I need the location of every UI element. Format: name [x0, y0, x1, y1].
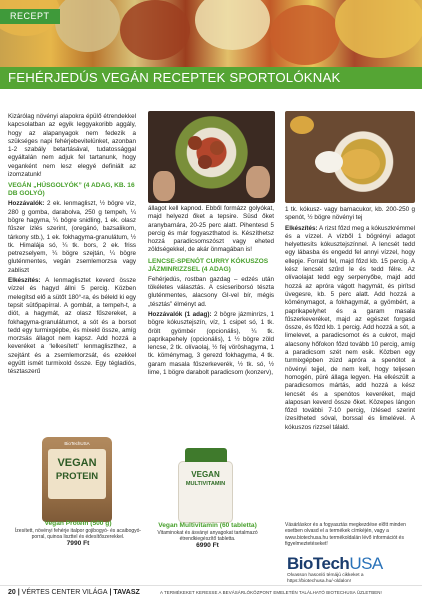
page-footer: [0, 585, 422, 600]
product-price: 6990 Ft: [196, 542, 219, 549]
corn-bowl: [335, 0, 422, 58]
recipe-title-curry: LENCSE-SPENÓT CURRY KÓKUSZOS JÁZMINRIZZSEL (4 ADAG): [148, 257, 269, 273]
vegan-multivitamin-bottle: [178, 461, 233, 523]
prep-text: A lenmaglisztet keverd össze vízzel és hagyd állni 5 percig. Közben melegítsd elő a sütőt 180°-ra, és béleld ki egy tepsit sütőpapírral. A gombát, a tempeh-t, a diót, a hagymát, az olasz fűszereket, a fokhagyma-granulátumot, a sót és a borsot tedd egy turmixgépbe, és mixeld össze, amíg morzsás állagot nem kapsz. Add hozzá a keveréket a ‘lelkesített’ lenmagliszthez, a szejtánt és a zsemlemorzsát, és ezekkel együtt ismét turmixold össze. Egy tégladiós, tésztaszerű: [8, 277, 136, 376]
bottle-line1: VEGAN: [191, 470, 220, 479]
hand: [246, 166, 270, 198]
meatball: [198, 155, 212, 169]
bean-bowl: [120, 0, 190, 60]
ingredients-curry: [148, 311, 274, 377]
ingredients-label: Hozzávalók:: [8, 200, 45, 208]
intro-paragraph: Kizárólag növényi alapokra épülő étrendekkel kapcsolatban az egyik leggyakoribb aggály, hogy az alapanyagok nem fedezik a szükséges napi fehérjebevitelünket, azonban 1-2 szabály betartásával, tudatossággal egyáltalán nem adjuk fel tartanunk, hogy veganként nem lesz elegyé definiált az izomzatunk!: [8, 113, 136, 179]
vegan-protein-package: [42, 437, 112, 522]
pack-line2: PROTEIN: [55, 471, 99, 482]
ingredients-continued: 1 tk. kókusz- vagy barnacukor, kb. 200-250 g spenót, ½ bögre növényi tej: [285, 206, 415, 222]
prep-label: Elkészítés:: [8, 277, 41, 285]
prep-text: A rizst főzd meg a kókuszkrémmel és a vízzel. A vízből 1 bögrényi adagot helyettesíts kókusztejszínnel. A lencsét tedd egy lábasba és engedd fel annyi vízzel, hogy ellepje. Forrald fel, majd főzd kb. 15 percig. A kész lencsét szűrd le és tedd félre. Az olívaolajat tedd egy serpenyőbe, majd add hozzá az apróra vágott hagymát, és pirítsd üvegesre, kb. 5 perc alatt. Add hozzá a köménymagot, a fokhagymát, a gyömbért, a paprikapelyhet és a garam masala fűszerkeveréket, majd az egészet forgasd össze, és főzd kb. 1 percig. Add hozzá a sót, a limelevet, a paradicsomot és a cukrot, majd alacsony hőfokon főzd tovább 10 percig, amíg a paradicsom szét nem esik. Közben egy turmixgépben zúzd apróra a spenótot a növényi tejjel, de nem kell, hogy teljesen homogén, püré állaga legyen. Ha elkészült a paradicsomos mártás, add hozzá a kész lencsét és a spenótos keveréket, majd alaposan keverd össze őket. Közepes lángon főzd további 7-10 percig, ízlésed szerint ízesítheted sóval, borssal és limelével. A kókuszos rizzsel tálald.: [285, 224, 415, 431]
product-caption-multivitamin: [155, 522, 260, 549]
prep-meatballs: [8, 277, 136, 377]
meatball-bowl-photo: [148, 111, 275, 203]
curry: [340, 149, 380, 179]
bottle-cap: [185, 448, 227, 462]
pack-label: [48, 449, 106, 499]
product-name: Vegan Protein (500 g): [44, 520, 112, 527]
curry-intro: Fehérjedús, rostban gazdag – edzés után tökéletes választás. A csicseriborsó tészta gluténmentes, alacsony GI-vel bír, mégis „tésztás” élményt ad.: [148, 275, 274, 308]
recipe-title-meatballs: VEGÁN „HÚSGOLYÓK” (4 ADAG, KB. 16 DB GOLYÓ): [8, 182, 135, 198]
meatball: [210, 141, 224, 155]
pack-line1: VEGAN: [57, 457, 97, 469]
hand: [153, 171, 175, 201]
product-name: Vegan Multivitamin (60 tabletta): [158, 522, 257, 529]
brand-name-a: BioTech: [287, 554, 350, 573]
bottle-line2: MULTIVITAMIN: [185, 481, 226, 487]
brand-name-b: USA: [349, 554, 383, 573]
product-desc: Ízesített, növényi fehérje italpor gojibogyó- és acaibogyó-porral, quinoa liszttel és édesítőszerekkel.: [14, 527, 142, 540]
hero-image: [0, 0, 422, 67]
red-lentil-bowl: [270, 5, 340, 65]
product-desc: Vitaminokat és ásványi anyagokat tartalmazó étrendkiegészítő tabletta.: [157, 529, 258, 542]
meatball: [188, 136, 202, 150]
column-1: [8, 113, 136, 379]
brand-block: [287, 554, 383, 585]
page-number: 20: [8, 589, 16, 596]
brand-logo: [287, 554, 383, 573]
white-bean-bowl: [195, 0, 270, 50]
ingredients-text: 2 bögre jázminrizs, 1 bögre kókusztejszín, víz, 1 csipet só, 1 tk. őrölt gyömbér (opcionális), ¼ tk. paprikapehely (opcionális), 1 ½ bögre zöld lencse, 2 tk. olívaolaj, ½ fej vöröshagyma, 1 tk. köménymag, 3 gerezd fokhagyma, 4 tk. garam masala fűszerkeverék, ½ tk. só, ½ lime, 1 bögre darabolt paradicsom (konzerv),: [148, 310, 274, 377]
ingredients-text: 2 ek. lenmagliszt, ½ bögre víz, 280 g gomba, darabolva, 250 g tempeh, ¼ bögre hagyma, ¼ bögre snidling, 1 ek. olasz fűszer ízlés szerint, (oregánó, bazsalikom, tárkony stb.), 1 ek. fokhagyma-granulátum, ½ tk. Himalája só, ¼ tk. bors, 2 ek. friss petrezselyem, ¼ bögre szejtán, ¼ bögre gluténmentes, vegán zsemlemorzsa vagy zabliszt: [8, 200, 136, 274]
prep-label: Elkészítés:: [285, 224, 318, 232]
disclaimer-note: Vásárláskor és a fogyasztás megkezdése előtt minden esetben olvasd el a termékek címkéjén, vagy a www.biotechusa.hu termékoldalán lévő információt és figyelmeztetéseket!: [285, 522, 406, 547]
product-price: 7990 Ft: [66, 540, 90, 547]
chickpea-bowl: [55, 0, 120, 52]
magazine-name: VÉRTES CENTER VILÁGA: [21, 589, 108, 596]
section-tag: RECEPT: [0, 9, 60, 24]
meatballs-continued: állagot kell kapnod. Ebből formázz golyókat, majd helyezd őket a tepsire. Süsd őket aranybarnára, 20-25 perc alatt. Pihentesd 5 percig és már fogyaszthatod is. Készíthetsz hozzá paradicsomszószt vagy eheted zöldségekkel, de akár önmagában is!: [148, 205, 274, 254]
section-name: TAVASZ: [113, 589, 140, 596]
curry-plate-photo: [285, 111, 415, 203]
pack-brand: BioTechUSA: [64, 441, 90, 446]
prep-curry: [285, 225, 415, 432]
footer-advert: A TERMÉKEKET KERESSE A BEVÁSÁRLÓKÖZPONT EMELETÉN TALÁLHATÓ BIOTECHUSA ÜZLETBEN!: [160, 590, 382, 595]
page-title: FEHÉRJEDÚS VEGÁN RECEPTEK SPORTOLÓKNAK: [0, 67, 422, 89]
column-3: [285, 206, 415, 434]
rice: [315, 151, 343, 173]
product-caption-protein: [8, 520, 148, 547]
column-2: [148, 205, 274, 379]
page-info: 20 | VÉRTES CENTER VILÁGA | TAVASZ: [8, 589, 140, 596]
side-bowl: [290, 116, 314, 134]
ingredients-meatballs: [8, 200, 136, 275]
ingredients-label: Hozzávalók (1 adag):: [148, 310, 212, 318]
brand-subtitle: Olvasson hasonló témájú cikkeket a https://biotechusa.hu/-oldalon!: [287, 573, 364, 584]
